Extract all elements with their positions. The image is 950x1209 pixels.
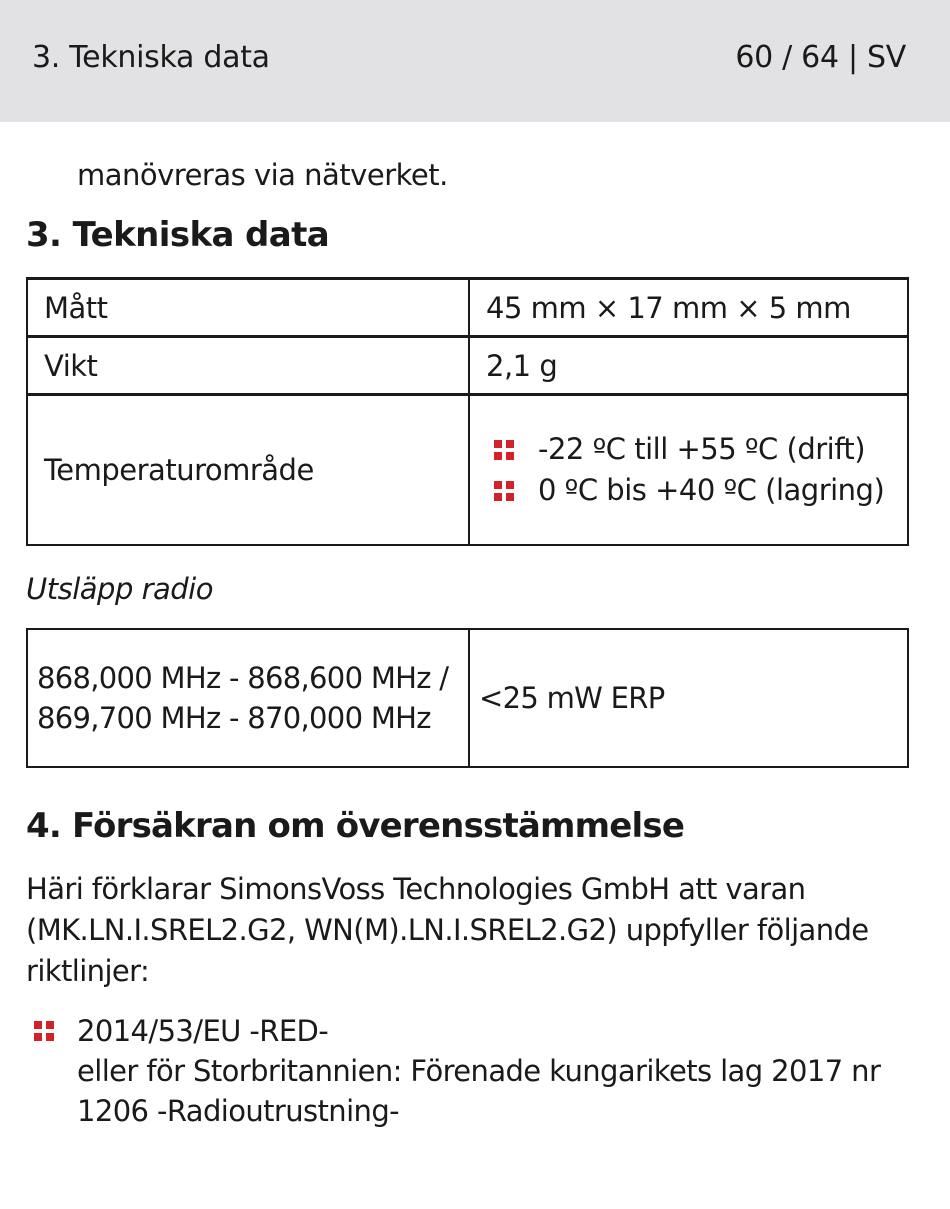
list-item: [26, 1011, 916, 1131]
radio-power-cell: <25 mW ERP: [469, 629, 908, 767]
bullet-icon: [494, 440, 514, 460]
table-row: [27, 629, 908, 767]
table-cell-label: Temperaturområde: [27, 395, 469, 545]
directive-line-2: eller för Storbritannien: Förenade kungarikets lag 2017 nr 1206 -Radioutrustning-: [77, 1054, 881, 1128]
continuation-text: manövreras via nätverket.: [77, 158, 448, 192]
temperature-list: [486, 429, 891, 511]
table-cell-label: Mått: [27, 279, 469, 337]
directive-line-1: 2014/53/EU -RED-: [77, 1014, 329, 1048]
table-cell-value: [469, 395, 908, 545]
table-cell-value: 2,1 g: [469, 337, 908, 395]
technical-data-table: [26, 277, 909, 546]
temperature-operation: -22 ºC till +55 ºC (drift): [538, 431, 866, 466]
radio-emission-table: [26, 628, 909, 768]
section-3-heading: 3. Tekniska data: [26, 215, 330, 255]
list-item: [486, 470, 891, 511]
header-section-title: 3. Tekniska data: [32, 40, 270, 75]
header-page-number: 60 / 64 | SV: [735, 40, 906, 75]
bullet-icon: [494, 481, 514, 501]
radio-caption: Utsläpp radio: [26, 572, 213, 606]
section-4-heading: 4. Försäkran om överensstämmelse: [26, 806, 685, 846]
list-item: [486, 429, 891, 470]
page-header: [0, 0, 950, 122]
directive-list: [26, 1011, 916, 1131]
table-cell-label: Vikt: [27, 337, 469, 395]
table-row: [27, 279, 908, 337]
table-cell-value: 45 mm × 17 mm × 5 mm: [469, 279, 908, 337]
table-row: [27, 337, 908, 395]
bullet-icon: [34, 1021, 54, 1041]
radio-frequency-cell: 868,000 MHz - 868,600 MHz / 869,700 MHz - 870,000 MHz: [27, 629, 469, 767]
temperature-storage: 0 ºC bis +40 ºC (lagring): [538, 472, 885, 507]
table-row: [27, 395, 908, 545]
conformity-paragraph: Häri förklarar SimonsVoss Technologies GmbH att varan (MK.LN.I.SREL2.G2, WN(M).LN.I.SREL2.G2) uppfyller följande riktlinjer:: [26, 872, 869, 988]
